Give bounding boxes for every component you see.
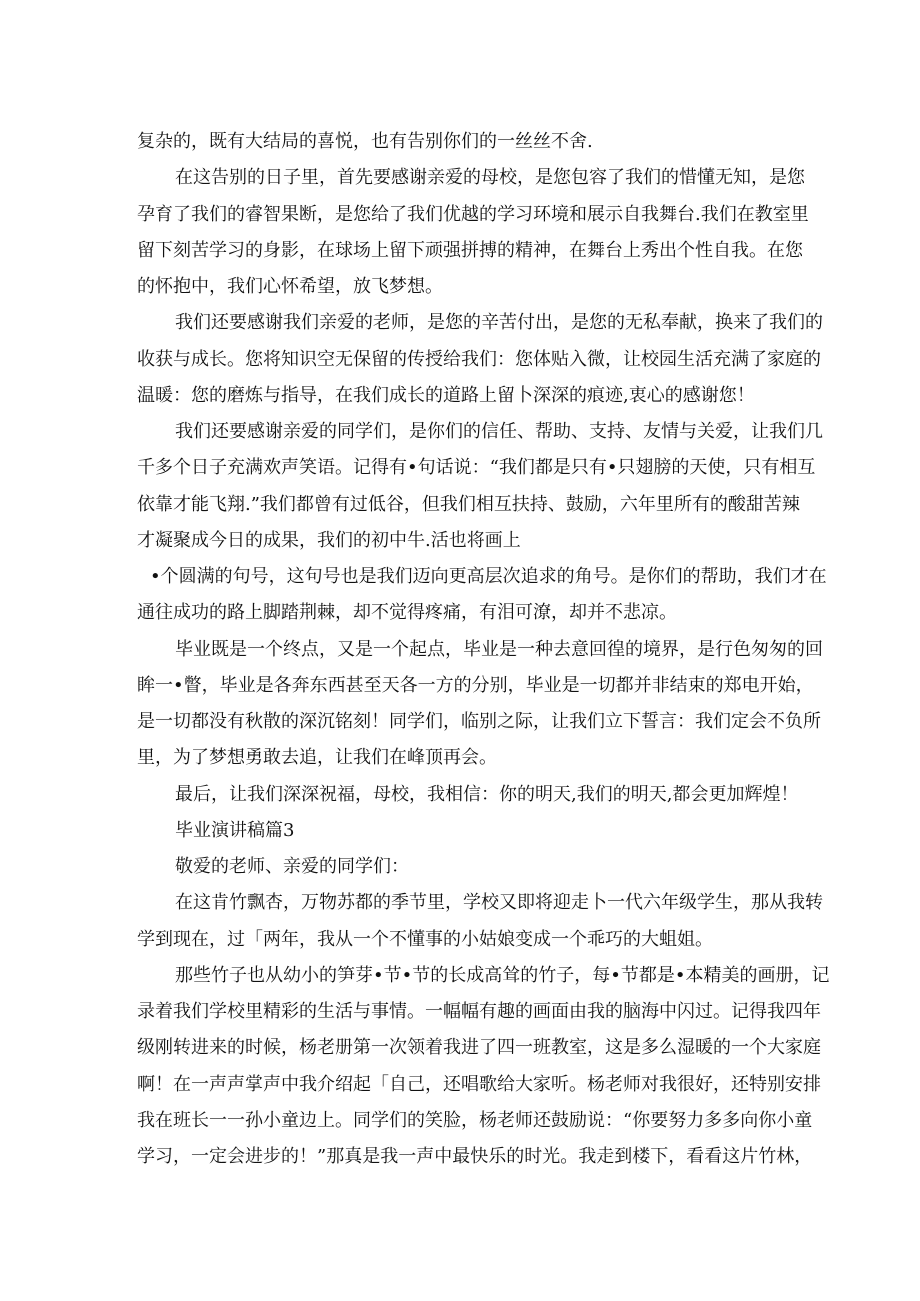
- salutation: 敬爱的老师、亲爱的同学们：: [175, 856, 409, 877]
- paragraph-start: 在这肯竹飘杏，万物苏都的季节里，学校又即将迎走卜一代六年级学生，那从我转: [175, 892, 823, 914]
- text-line: 里，为了梦想勇敢去追，让我们在峰顶再会。: [137, 747, 497, 769]
- text-line: 是一切都没有秋散的深沉铭刻！同学们，临别之际，让我们立下誓言：我们定会不负所: [137, 711, 821, 732]
- paragraph-start: 毕业既是一个终点，又是一个起点，毕业是一种去意回徨的境界，是行色匆匆的回: [175, 638, 823, 660]
- text-line: 温暖：您的磨炼与指导，在我们成长的道路上留卜深深的痕迹,衷心的感谢您！: [137, 384, 755, 406]
- text-line: 留下刻苦学习的身影，在球场上留下顽强拼搏的精神，在舞台上秀出个性自我。在您: [137, 239, 803, 261]
- text-line: 孕育了我们的睿智果断，是您给了我们优越的学习环境和展示自我舞台.我们在教室里: [137, 203, 809, 225]
- paragraph-start: 在这告别的日子里，首先要感谢亲爱的母校，是您包容了我们的惜懂无知，是您: [175, 167, 805, 189]
- section-heading: 毕业演讲稿篇3: [175, 819, 295, 841]
- text-line: 才凝聚成今日的成果，我们的初中牛.活也将画上: [137, 529, 521, 551]
- paragraph-start: 那些竹子也从幼小的笋芽•节•节的长成高耸的竹子，每•节都是•本精美的画册，记: [175, 964, 830, 986]
- text-line: 收获与成长。您将知识空无保留的传授给我们：您体贴入微，让校园生活充满了家庭的: [137, 348, 821, 370]
- paragraph-start: 最后，让我们深深祝福，母校，我相信：你的明天,我们的明天,都会更加辉煌！: [175, 783, 799, 805]
- text-line: 千多个日子充满欢声笑语。记得有•句话说：“我们都是只有•只翅膀的天使，只有相互: [137, 457, 816, 479]
- text-line: 复杂的，既有大结局的喜悦，也有告别你们的一丝丝不舍.: [137, 131, 593, 152]
- text-line: 啊！在一声声掌声中我介绍起「自己，还唱歌给大家听。杨老师对我很好，还特别安排: [137, 1073, 821, 1095]
- text-line: 录着我们学校里精彩的生活与事情。一幅幅有趣的画面由我的脑海中闪过。记得我四年: [137, 1001, 821, 1022]
- text-line: 通往成功的路上脚踏荆棘，却不觉得疼痛，有泪可潦，却并不悲凉。: [137, 602, 677, 624]
- paragraph-start: 我们还要感谢我们亲爱的老师，是您的辛苦付出，是您的无私奉献，换来了我们的: [175, 312, 823, 334]
- text-line: 眸一•瞥，毕业是各奔东西甚至天各一方的分别，毕业是一切都并非结束的郑电开始，: [137, 674, 814, 696]
- text-line: 级刚转进来的时候，杨老册第一次领着我进了四一班教室，这是多么湿暖的一个大家庭: [137, 1037, 821, 1059]
- text-line: 依靠才能飞翔.”我们都曾有过低谷，但我们相互扶持、鼓励，六年里所有的酸甜苦辣: [137, 493, 800, 515]
- text-line: •个圆满的句号，这句号也是我们迈向更高层次追求的角号。是你们的帮助，我们才在: [150, 566, 827, 587]
- text-line: 学习，一定会进步的！”那真是我一声中最快乐的时光。我走到楼下，看看这片竹林，: [137, 1146, 813, 1167]
- text-line: 学到现在，过「两年，我从一个不懂事的小姑娘变成一个乖巧的大蛆姐。: [137, 928, 713, 950]
- paragraph-start: 我们还要感谢亲爱的同学们，是你们的信任、帮助、支持、友情与关爱，让我们几: [175, 421, 823, 442]
- text-line: 的怀抱中，我们心怀希望，放飞梦想。: [137, 276, 443, 297]
- text-line: 我在班长一一孙小童边上。同学们的笑脸，杨老师还鼓励说：“你要努力多多向你小童: [137, 1109, 813, 1131]
